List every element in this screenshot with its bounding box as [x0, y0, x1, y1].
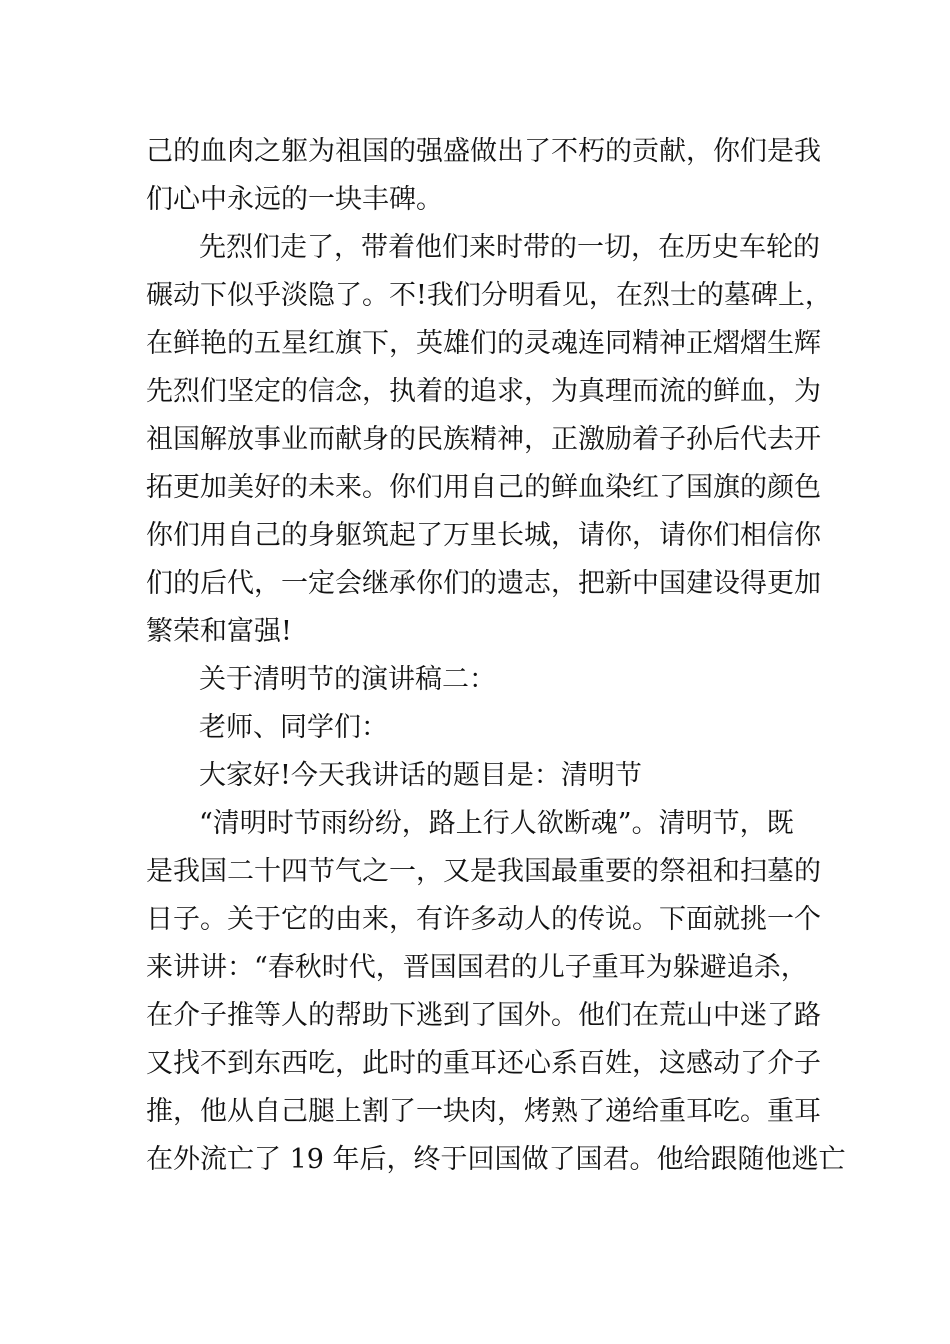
- text-line: 先烈们坚定的信念，执着的追求，为真理而流的鲜血，为: [146, 376, 821, 407]
- text-line: “清明时节雨纷纷，路上行人欲断魂”。清明节，既: [199, 808, 794, 839]
- text-line: 碾动下似乎淡隐了。不!我们分明看见，在烈士的墓碑上，: [146, 280, 832, 311]
- text-line: 是我国二十四节气之一，又是我国最重要的祭祖和扫墓的: [146, 856, 821, 887]
- text-line: 在外流亡了 19 年后，终于回国做了国君。他给跟随他逃亡: [146, 1144, 846, 1175]
- text-line: 在介子推等人的帮助下逃到了国外。他们在荒山中迷了路: [146, 1000, 821, 1031]
- text-line: 推，他从自己腿上割了一块肉，烤熟了递给重耳吃。重耳: [146, 1096, 821, 1127]
- text-line: 拓更加美好的未来。你们用自己的鲜血染红了国旗的颜色: [146, 472, 821, 503]
- text-line: 你们用自己的身躯筑起了万里长城，请你，请你们相信你: [146, 520, 821, 551]
- text-line: 繁荣和富强!: [146, 616, 292, 647]
- salutation: 老师、同学们：: [199, 712, 388, 743]
- text-line: 在鲜艳的五星红旗下，英雄们的灵魂连同精神正熠熠生辉: [146, 328, 821, 359]
- text-line: 大家好!今天我讲话的题目是：清明节: [199, 760, 642, 791]
- section-heading: 关于清明节的演讲稿二：: [199, 664, 496, 695]
- text-line: 己的血肉之躯为祖国的强盛做出了不朽的贡献，你们是我: [146, 136, 821, 167]
- text-line: 们心中永远的一块丰碑。: [146, 184, 443, 215]
- text-line: 又找不到东西吃，此时的重耳还心系百姓，这感动了介子: [146, 1048, 821, 1079]
- text-line: 们的后代，一定会继承你们的遗志，把新中国建设得更加: [146, 568, 821, 599]
- text-line: 先烈们走了，带着他们来时带的一切，在历史车轮的: [199, 232, 820, 263]
- text-line: 日子。关于它的由来，有许多动人的传说。下面就挑一个: [146, 904, 821, 935]
- text-line: 祖国解放事业而献身的民族精神，正激励着子孙后代去开: [146, 424, 821, 455]
- text-line: 来讲讲：“春秋时代，晋国国君的儿子重耳为躲避追杀，: [146, 952, 808, 983]
